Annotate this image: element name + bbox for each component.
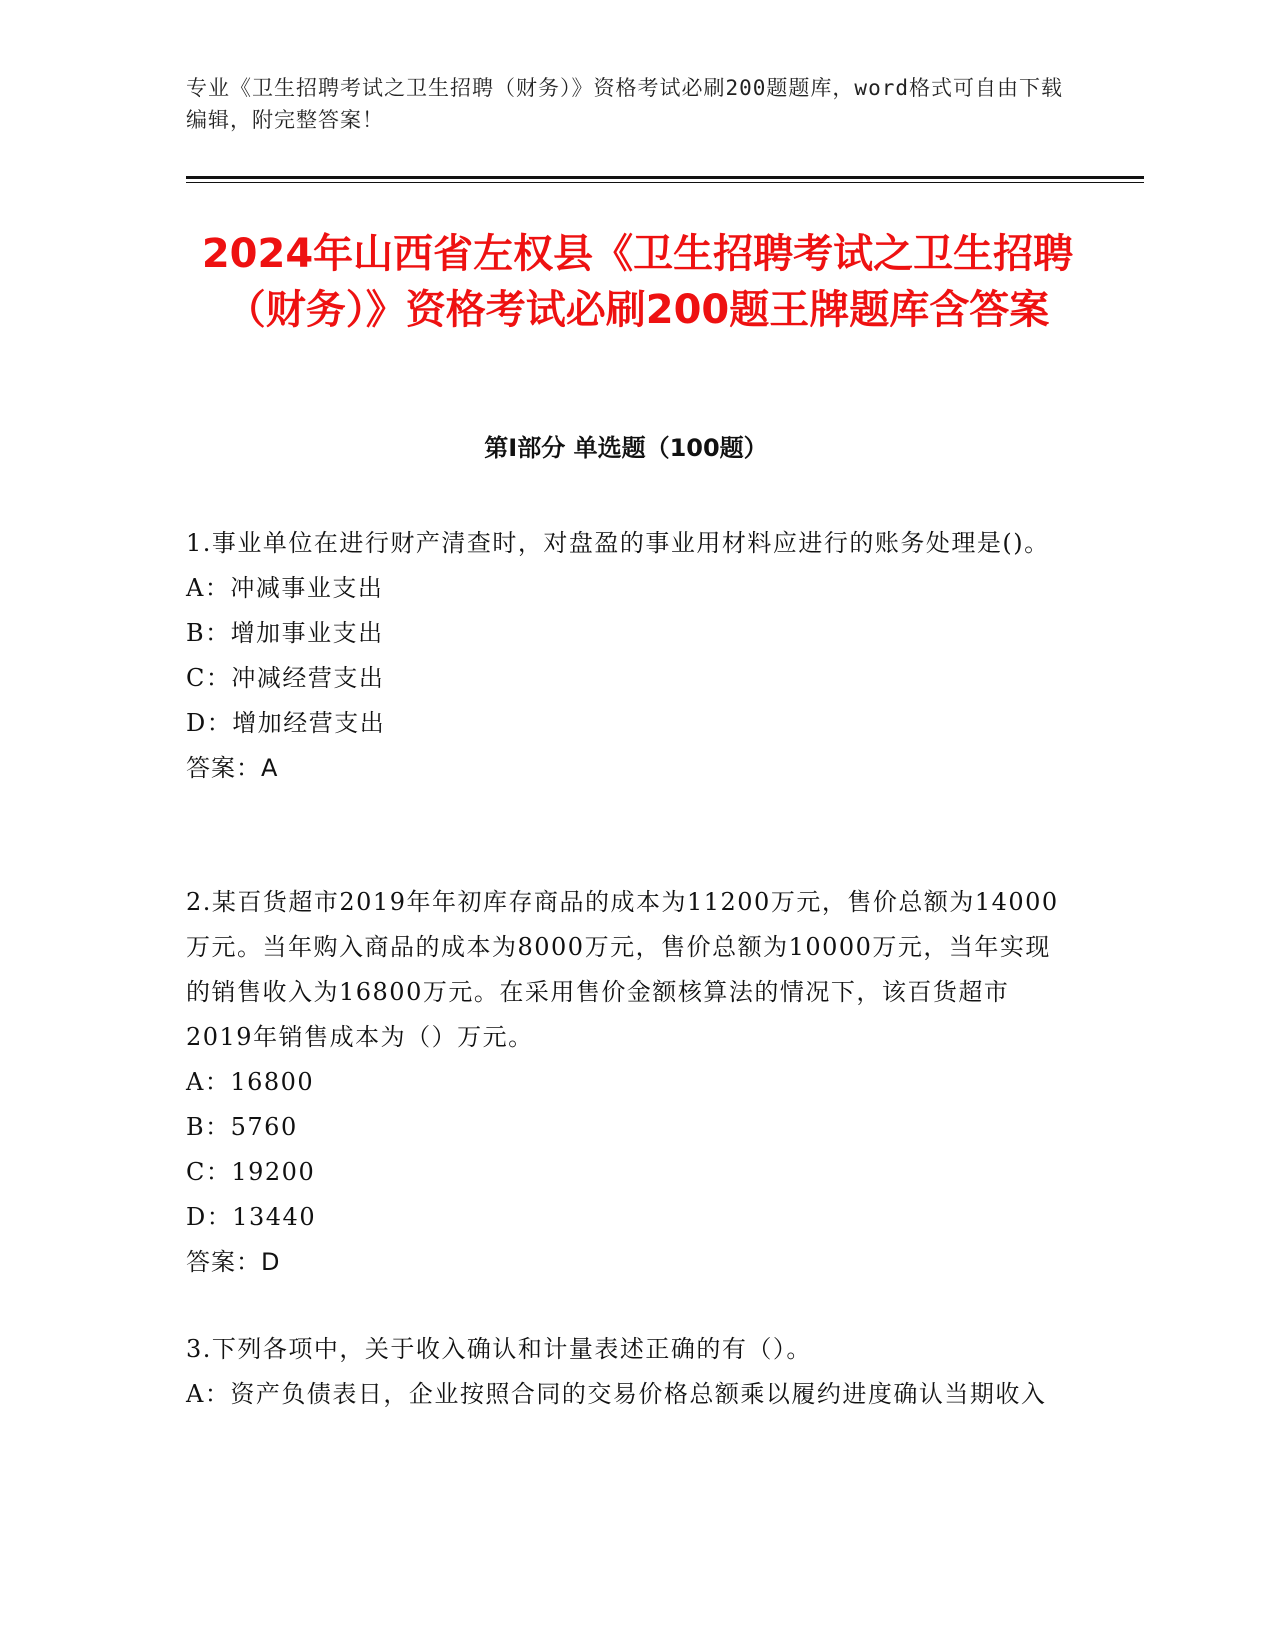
option-c: C：冲减经营支出 xyxy=(186,664,385,692)
header-note: 专业《卫生招聘考试之卫生招聘（财务）》资格考试必刷200题题库，word格式可自由下载编辑，附完整答案！ xyxy=(186,76,1063,132)
answer-label: 答案：A xyxy=(186,754,279,782)
option-a: A：16800 xyxy=(186,1068,315,1096)
question-2 xyxy=(186,880,1066,1285)
header-divider-thin xyxy=(186,182,1144,183)
option-a: A：冲减事业支出 xyxy=(186,574,384,602)
question-1 xyxy=(186,521,1066,791)
question-stem: 2.某百货超市2019年年初库存商品的成本为11200万元，售价总额为14000万元。当年购入商品的成本为8000万元，售价总额为10000万元，当年实现的销售收入为16800万元。在采用售价金额核算法的情况下，该百货超市2019年销售成本为（）万元。 xyxy=(186,888,1059,1051)
option-a: A：资产负债表日，企业按照合同的交易价格总额乘以履约进度确认当期收入 xyxy=(186,1380,1047,1408)
header-divider-thick xyxy=(186,176,1144,179)
document-title: 2024年山西省左权县《卫生招聘考试之卫生招聘（财务）》资格考试必刷200题王牌题库含答案 xyxy=(201,231,1074,333)
option-d: D：增加经营支出 xyxy=(186,709,386,737)
option-b: B：5760 xyxy=(186,1113,298,1141)
question-stem: 1.事业单位在进行财产清查时，对盘盈的事业用材料应进行的账务处理是()。 xyxy=(186,529,1050,557)
section-heading: 第I部分 单选题（100题） xyxy=(484,434,768,462)
answer-label: 答案：D xyxy=(186,1248,281,1276)
option-d: D：13440 xyxy=(186,1203,317,1231)
option-c: C：19200 xyxy=(186,1158,316,1186)
question-stem: 3.下列各项中，关于收入确认和计量表述正确的有（）。 xyxy=(186,1335,812,1363)
option-b: B：增加事业支出 xyxy=(186,619,384,647)
question-3 xyxy=(186,1327,1066,1417)
